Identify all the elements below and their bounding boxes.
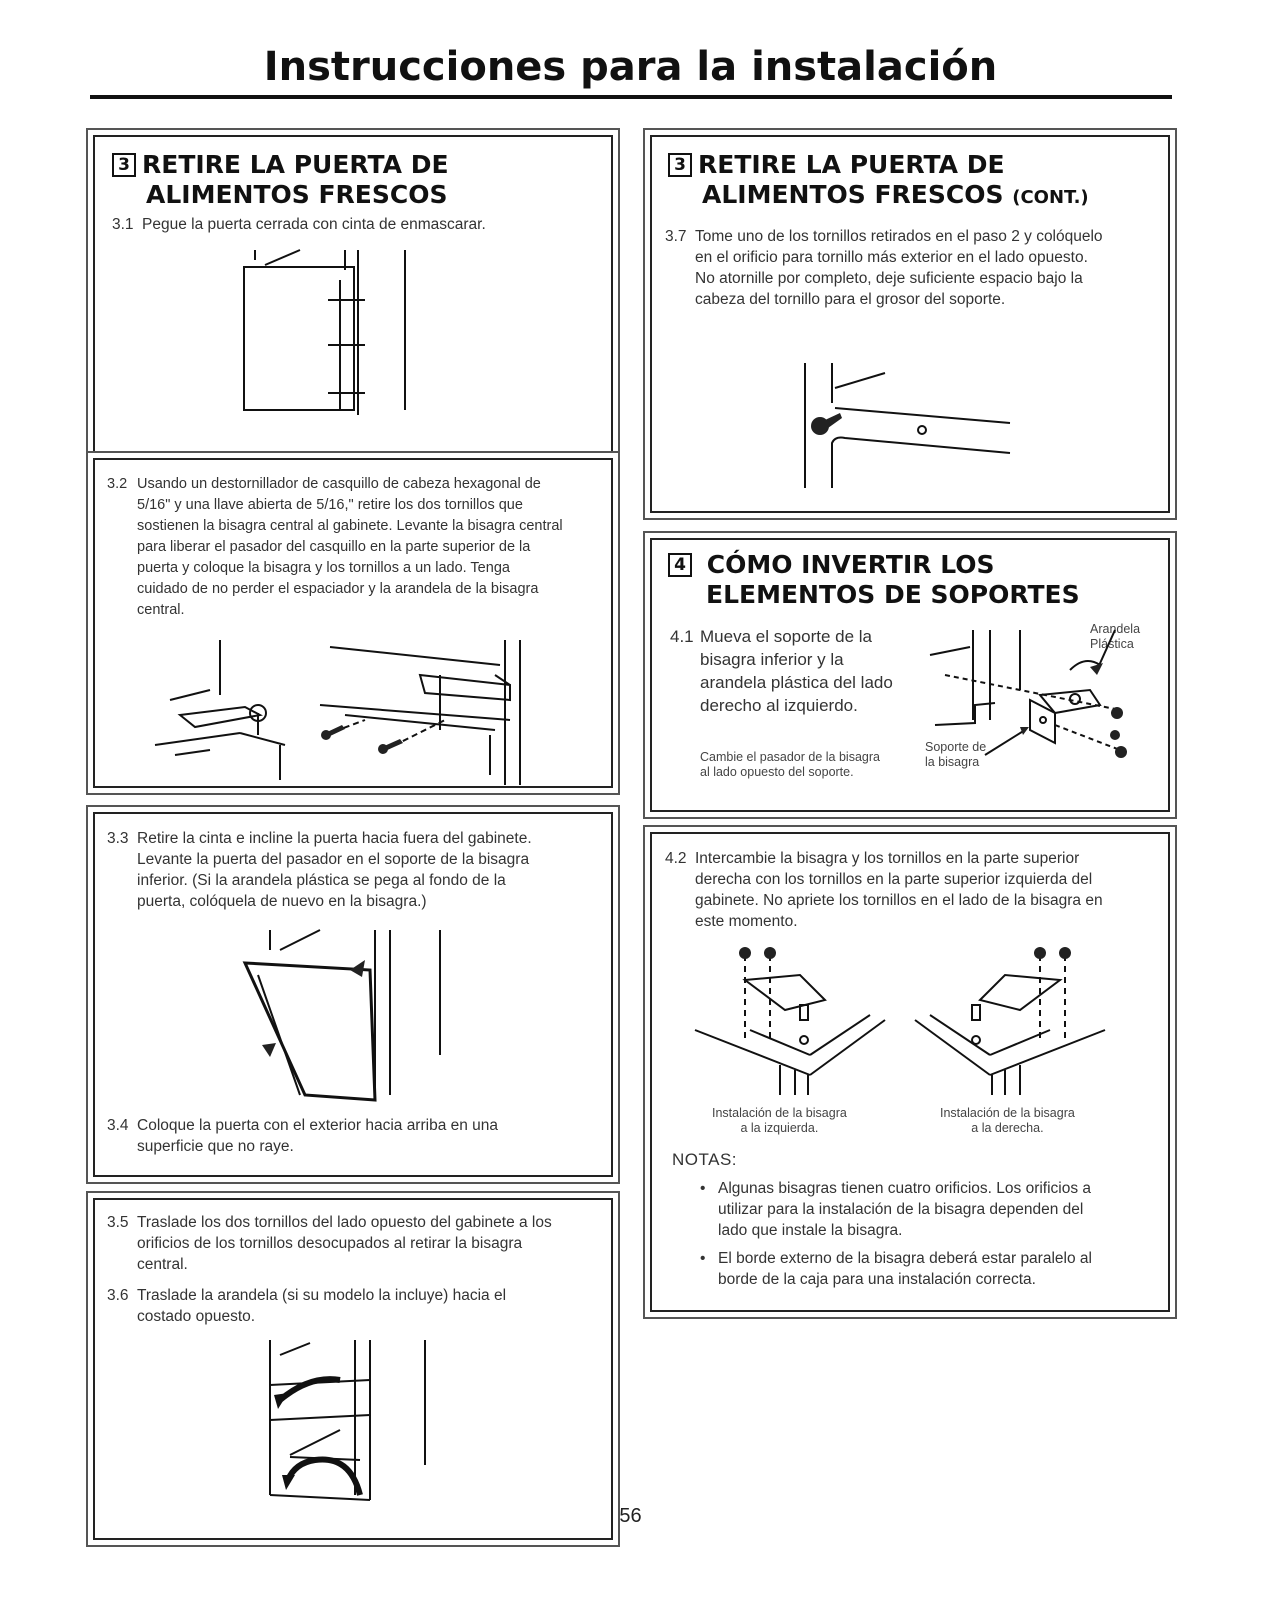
step-text: inferior. (Si la arandela plástica se pega al fondo de la xyxy=(137,872,506,889)
step-text: para liberar el pasador del casquillo en la parte superior de la xyxy=(137,539,531,555)
caption-text: a la izquierda. xyxy=(740,1121,819,1135)
door-taped-figure xyxy=(240,245,430,430)
bracket-figure xyxy=(925,625,1145,770)
section-3-cont-line2: ALIMENTOS FRESCOS xyxy=(702,180,1004,209)
step-3-7 xyxy=(665,226,1103,310)
step-text: costado opuesto. xyxy=(137,1308,256,1325)
caption-text: a la derecha. xyxy=(971,1121,1044,1135)
step-text: central. xyxy=(137,1256,188,1273)
step-text: derecha con los tornillos en la parte superior izquierda del xyxy=(695,871,1093,888)
caption-text: la bisagra xyxy=(925,755,980,769)
step-text: cabeza del tornillo para el grosor del soporte. xyxy=(695,291,1006,308)
step-number: 3.7 xyxy=(665,228,687,245)
step-text: gabinete. No apriete los tornillos en el lado de la bisagra en xyxy=(695,892,1103,909)
step-text: este momento. xyxy=(695,913,798,930)
step-number: 3.3 xyxy=(107,830,129,847)
step-3-3 xyxy=(107,828,532,912)
note-item xyxy=(700,1178,1091,1241)
step-text: arandela plástica del lado xyxy=(700,673,893,692)
caption-text: Soporte de xyxy=(925,740,987,754)
step-text: 5/16" y una llave abierta de 5/16," retire los dos tornillos que xyxy=(137,497,523,513)
step-3-6 xyxy=(107,1285,506,1327)
hinge-right-illustration xyxy=(910,945,1120,1095)
title-rule xyxy=(90,95,1172,99)
note-text: El borde externo de la bisagra deberá estar paralelo al xyxy=(718,1250,1092,1267)
section-3-heading xyxy=(112,150,449,210)
step-text: sostienen la bisagra central al gabinete. Levante la bisagra central xyxy=(137,518,563,534)
center-hinge-figure xyxy=(150,635,550,790)
screw-placement-illustration xyxy=(800,358,1020,493)
step-number: 4.1 xyxy=(670,627,694,646)
note-text: Algunas bisagras tienen cuatro orificios. Los orificios a xyxy=(718,1180,1092,1197)
screw-placement-figure xyxy=(800,358,1020,498)
caption-text: Arandela xyxy=(1090,622,1141,636)
caption-hinge-left xyxy=(712,1106,847,1136)
step-3-5 xyxy=(107,1212,552,1275)
caption-pin xyxy=(700,750,880,780)
step-number: 4.2 xyxy=(665,850,687,867)
section-4-line1: CÓMO INVERTIR LOS xyxy=(706,550,995,579)
bullet: • xyxy=(700,1250,706,1267)
step-text: en el orificio para tornillo más exterior en el lado opuesto. xyxy=(695,249,1088,266)
notes-title: NOTAS: xyxy=(672,1150,738,1169)
hinge-left-illustration xyxy=(690,945,900,1095)
section-3-line2: ALIMENTOS FRESCOS xyxy=(146,180,448,209)
step-text: cuidado de no perder el espaciador y la arandela de la bisagra xyxy=(137,581,539,597)
transfer-parts-figure xyxy=(260,1335,440,1515)
page-title: Instrucciones para la instalación xyxy=(263,44,998,90)
hinge-right-figure xyxy=(910,945,1120,1100)
step-4-2 xyxy=(665,848,1103,932)
step-text: puerta y coloque la bisagra y los tornillos a un lado. Tenga xyxy=(137,560,510,576)
section-3-cont-line1: RETIRE LA PUERTA DE xyxy=(698,150,1005,179)
step-text: orificios de los tornillos desocupados al retirar la bisagra xyxy=(137,1235,523,1252)
step-text: Mueva el soporte de la xyxy=(700,627,872,646)
page-number: 56 xyxy=(619,1505,642,1527)
step-3-4 xyxy=(107,1115,498,1157)
step-text: puerta, colóquela de nuevo en la bisagra.) xyxy=(137,893,427,910)
step-3-2 xyxy=(107,474,563,621)
step-text: Coloque la puerta con el exterior hacia arriba en una xyxy=(137,1117,499,1134)
door-tilt-figure xyxy=(240,925,450,1110)
hinge-left-figure xyxy=(690,945,900,1100)
caption-text: al lado opuesto del soporte. xyxy=(700,765,854,779)
door-tilt-illustration xyxy=(240,925,450,1105)
caption-hinge-right xyxy=(940,1106,1075,1136)
note-text: borde de la caja para una instalación correcta. xyxy=(718,1271,1036,1288)
bullet: • xyxy=(700,1180,706,1197)
bracket-illustration xyxy=(925,625,1145,765)
continued-label: (CONT.) xyxy=(1012,187,1089,208)
step-number: 3.2 xyxy=(107,476,128,492)
step-text: superficie que no raye. xyxy=(137,1138,294,1155)
step-number: 3.1 xyxy=(112,216,134,233)
caption-text: Instalación de la bisagra xyxy=(940,1106,1075,1120)
caption-text: Instalación de la bisagra xyxy=(712,1106,847,1120)
note-text: utilizar para la instalación de la bisagra dependen del xyxy=(718,1201,1084,1218)
step-text: Pegue la puerta cerrada con cinta de enmascarar. xyxy=(142,216,486,233)
step-number: 3.6 xyxy=(107,1287,129,1304)
section-4-line2: ELEMENTOS DE SOPORTES xyxy=(706,580,1080,609)
step-text: Intercambie la bisagra y los tornillos en la parte superior xyxy=(695,850,1080,867)
step-text: Usando un destornillador de casquillo de cabeza hexagonal de xyxy=(137,476,541,492)
step-text: Levante la puerta del pasador en el soporte de la bisagra xyxy=(137,851,530,868)
note-text: lado que instale la bisagra. xyxy=(718,1222,903,1239)
step-text: Tome uno de los tornillos retirados en el paso 2 y colóquelo xyxy=(695,228,1103,245)
center-hinge-illustration xyxy=(150,635,550,785)
section-number-3: 3 xyxy=(668,153,692,177)
step-3-1 xyxy=(112,214,486,235)
step-text: No atornille por completo, deje suficiente espacio bajo la xyxy=(695,270,1083,287)
step-text: Retire la cinta e incline la puerta hacia fuera del gabinete. xyxy=(137,830,532,847)
section-3-cont-heading xyxy=(668,150,1089,213)
step-text: central. xyxy=(137,602,185,618)
section-number-4: 4 xyxy=(668,553,692,577)
step-number: 3.4 xyxy=(107,1117,129,1134)
step-number: 3.5 xyxy=(107,1214,129,1231)
step-text: bisagra inferior y la xyxy=(700,650,844,669)
step-4-1 xyxy=(670,625,893,717)
caption-text: Cambie el pasador de la bisagra xyxy=(700,750,880,764)
caption-text: Plástica xyxy=(1090,637,1134,651)
door-taped-illustration xyxy=(240,245,430,425)
section-4-heading xyxy=(668,550,1080,610)
section-3-line1: RETIRE LA PUERTA DE xyxy=(142,150,449,179)
step-text: derecho al izquierdo. xyxy=(700,696,858,715)
section-number-3: 3 xyxy=(112,153,136,177)
step-text: Traslade los dos tornillos del lado opuesto del gabinete a los xyxy=(137,1214,552,1231)
transfer-parts-illustration xyxy=(260,1335,440,1510)
step-text: Traslade la arandela (si su modelo la incluye) hacia el xyxy=(137,1287,507,1304)
note-item xyxy=(700,1248,1092,1290)
